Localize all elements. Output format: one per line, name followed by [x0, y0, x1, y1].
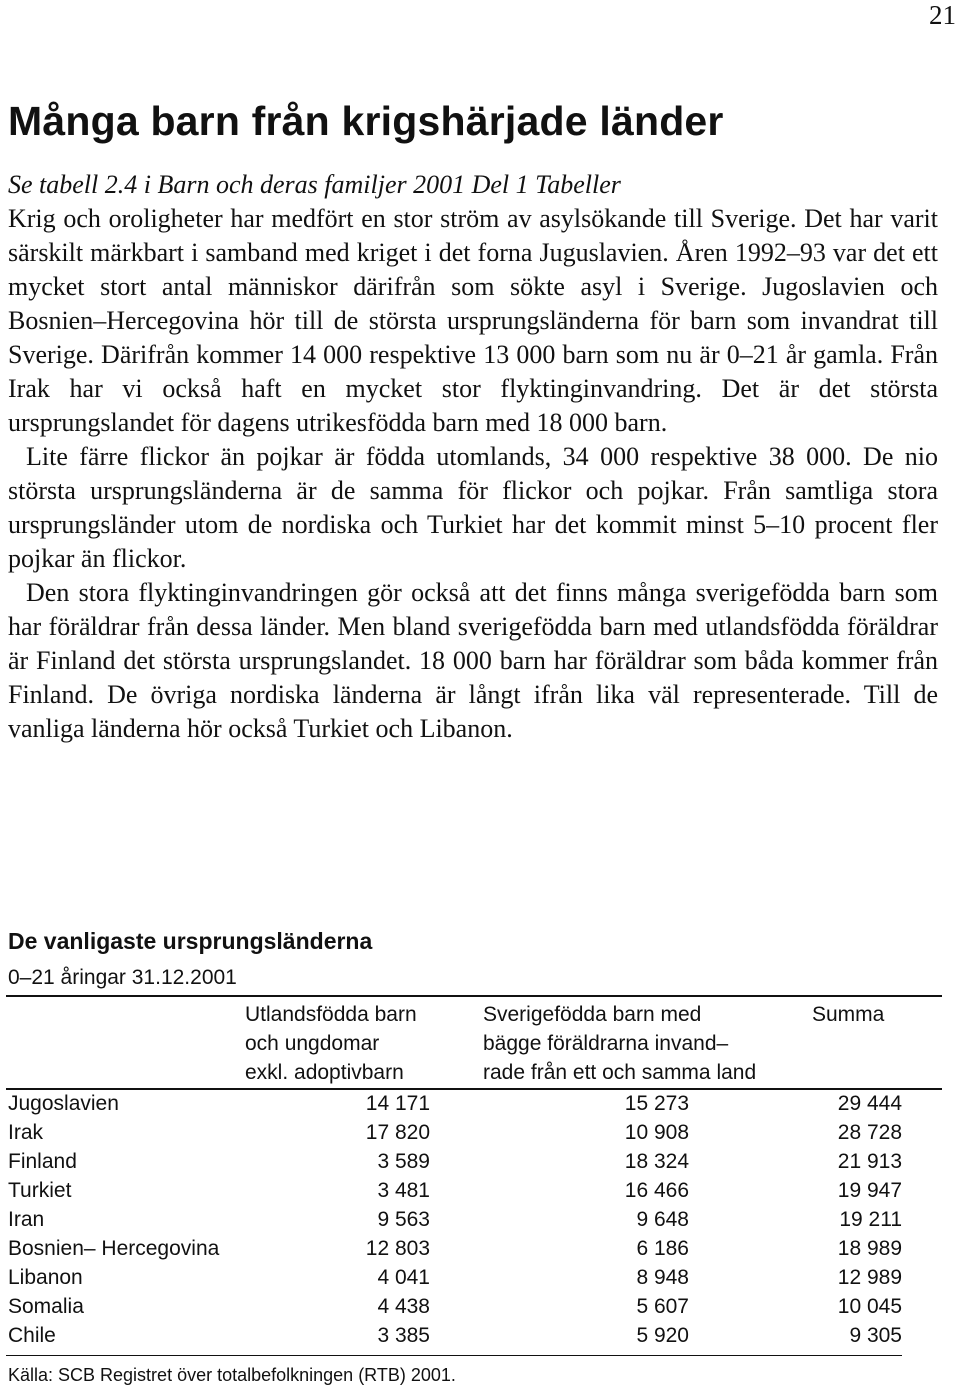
country-name: Finland: [8, 1150, 77, 1173]
country-name: Libanon: [8, 1266, 83, 1289]
total-value: 28 728: [837, 1121, 902, 1144]
paragraph-gender: Lite färre flickor än pojkar är födda utomlands, 34 000 respektive 38 000. De nio största ursprungsländerna är de samma för flickor och pojkar. Från samtliga stora ursprungsländer utom de nordiska och Turkiet har det kommit minst 5–10 procent fler pojkar än flickor.: [8, 442, 938, 573]
foreign-born-value: 3 589: [377, 1150, 430, 1173]
table-row: [8, 1295, 902, 1324]
table-bottom-rule: [6, 1355, 902, 1356]
country-name: Somalia: [8, 1295, 84, 1318]
column-header-foreign-born: Utlandsfödda barn och ungdomar exkl. adoptivbarn: [245, 1003, 417, 1084]
table-reference: Se tabell 2.4 i Barn och deras familjer 2001 Del 1 Tabeller: [8, 170, 621, 199]
foreign-born-value: 17 820: [365, 1121, 430, 1144]
swedish-born-value: 15 273: [624, 1092, 689, 1115]
country-name: Bosnien– Hercegovina: [8, 1237, 220, 1260]
article-body: [8, 168, 938, 746]
swedish-born-value: 9 648: [636, 1208, 689, 1231]
table-row: [8, 1237, 902, 1266]
total-value: 10 045: [837, 1295, 902, 1318]
country-name: Chile: [8, 1324, 56, 1347]
country-name: Iran: [8, 1208, 45, 1231]
table-source-note: Källa: SCB Registret över totalbefolkningen (RTB) 2001.: [8, 1365, 456, 1385]
page-number: 21: [929, 0, 956, 30]
total-value: 21 913: [837, 1150, 902, 1173]
table-top-rule: [6, 995, 942, 997]
table-body: [8, 1092, 902, 1353]
swedish-born-value: 6 186: [636, 1237, 689, 1260]
foreign-born-value: 3 481: [377, 1179, 430, 1202]
foreign-born-value: 12 803: [365, 1237, 430, 1260]
table-row: [8, 1324, 902, 1353]
table-subtitle: 0–21 åringar 31.12.2001: [8, 966, 237, 989]
total-value: 19 947: [837, 1179, 902, 1202]
total-value: 19 211: [839, 1208, 902, 1231]
total-value: 18 989: [837, 1237, 902, 1260]
country-name: Jugoslavien: [8, 1092, 119, 1115]
foreign-born-value: 14 171: [365, 1092, 430, 1115]
table-row: [8, 1121, 902, 1150]
table-row: [8, 1179, 902, 1208]
foreign-born-value: 3 385: [377, 1324, 430, 1347]
swedish-born-value: 5 920: [636, 1324, 689, 1347]
table-row: [8, 1150, 902, 1179]
swedish-born-value: 10 908: [624, 1121, 689, 1144]
column-header-swedish-born: Sverigefödda barn med bägge föräldrarna invand– rade från ett och samma land: [483, 1003, 757, 1084]
page-title: Många barn från krigshärjade länder: [8, 98, 724, 144]
total-value: 9 305: [849, 1324, 902, 1347]
country-name: Irak: [8, 1121, 44, 1144]
foreign-born-value: 4 438: [377, 1295, 430, 1318]
total-value: 29 444: [837, 1092, 902, 1115]
paragraph-war-refugees: Krig och oroligheter har medfört en stor ström av asylsökande till Sverige. Det har varit särskilt märkbart i samband med kriget i det forna Juguslavien. Åren 1992–93 var det ett mycket stort antal människor därifrån som sökte asyl i Sverige. Jugoslavien och Bosnien–Hercegovina hör till de största ursprungsländerna för barn som invandrat till Sverige. Därifrån kommer 14 000 respektive 13 000 barn som nu är 0–21 år gamla. Från Irak har vi också haft en mycket stor flyktinginvandring. Det är det största ursprungslandet för dagens utrikesfödda barn med 18 000 barn.: [8, 204, 938, 437]
swedish-born-value: 16 466: [624, 1179, 689, 1202]
table-row: [8, 1266, 902, 1295]
table-row: [8, 1092, 902, 1121]
swedish-born-value: 18 324: [624, 1150, 689, 1173]
foreign-born-value: 4 041: [377, 1266, 430, 1289]
country-name: Turkiet: [8, 1179, 72, 1202]
table-header-rule: [6, 1088, 942, 1090]
total-value: 12 989: [837, 1266, 902, 1289]
table-row: [8, 1208, 902, 1237]
foreign-born-value: 9 563: [377, 1208, 430, 1231]
column-header-total: Summa: [812, 1003, 885, 1026]
table-title: De vanligaste ursprungsländerna: [8, 928, 373, 954]
paragraph-swedish-born: Den stora flyktinginvandringen gör också att det finns många sverigefödda barn som har föräldrar från dessa länder. Men bland sverigefödda barn med utlandsfödda föräldrar är Finland det största ursprungslandet. 18 000 barn har föräldrar som båda kommer från Finland. De övriga nordiska länderna är långt ifrån lika väl representerade. Till de vanliga länderna hör också Turkiet och Libanon.: [8, 578, 938, 743]
swedish-born-value: 8 948: [636, 1266, 689, 1289]
swedish-born-value: 5 607: [636, 1295, 689, 1318]
